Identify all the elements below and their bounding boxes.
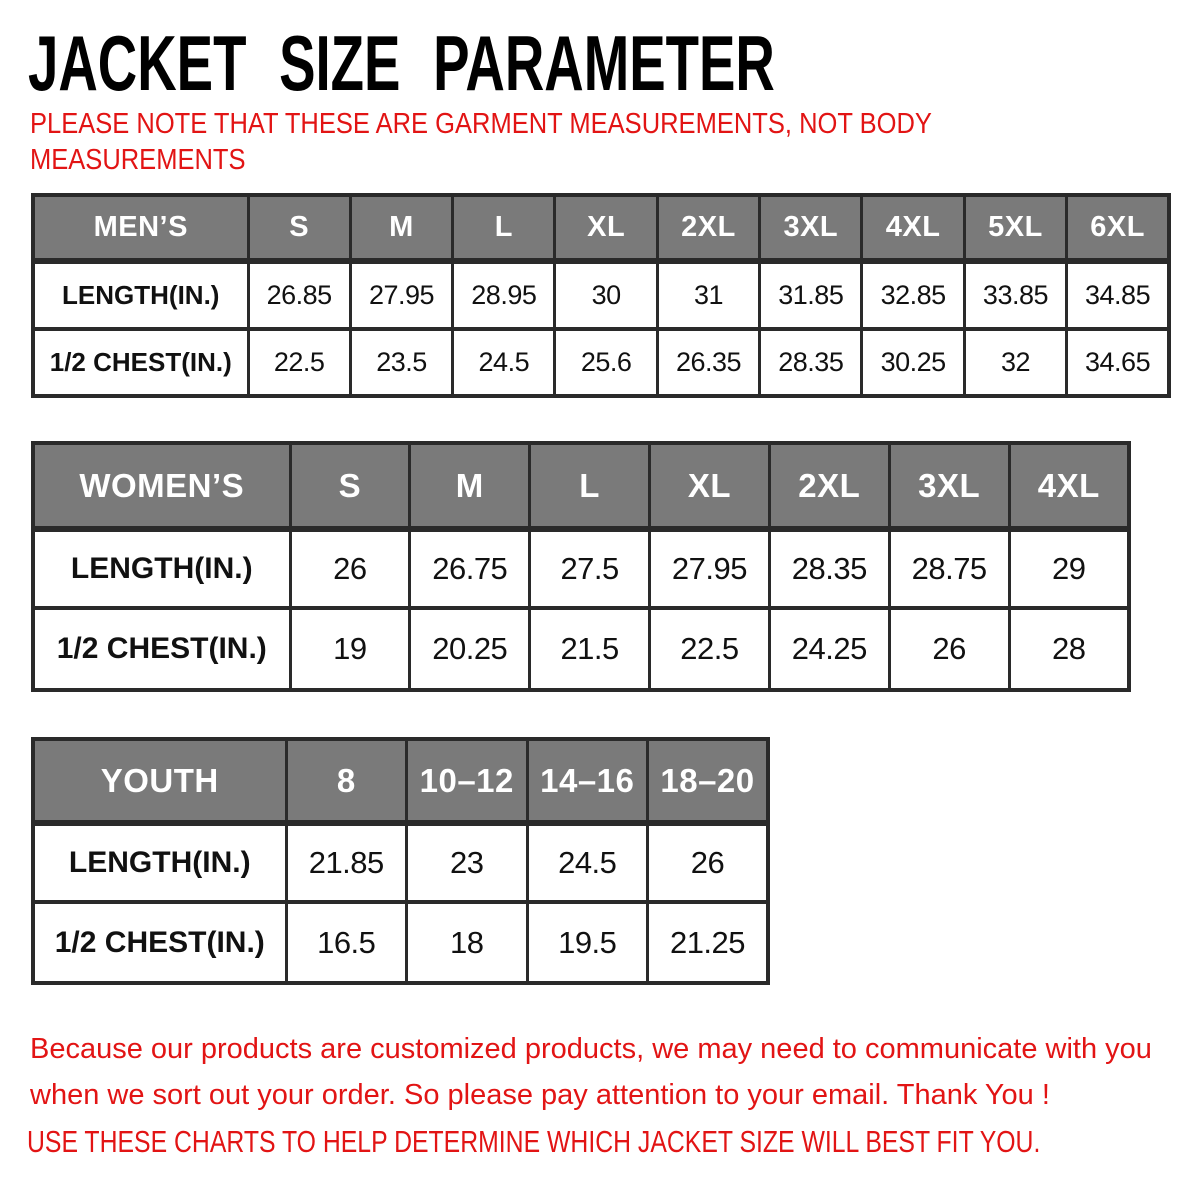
womens-chest-value: 21.5 [530,608,650,690]
youth-length-value: 23 [407,823,528,902]
youth-length-label: LENGTH(IN.) [33,823,286,902]
page-title: JACKET SIZE PARAMETER [28,19,775,107]
mens-chest-value: 32 [964,329,1066,396]
womens-length-value: 27.95 [650,529,770,608]
note-line-2: MEASUREMENTS [30,144,246,176]
mens-size-header: 6XL [1067,195,1169,261]
womens-chest-value: 24.25 [769,608,889,690]
mens-chest-row [33,329,1169,396]
womens-size-header: XL [650,443,770,529]
mens-chest-value: 34.65 [1067,329,1169,396]
womens-length-value: 28.75 [889,529,1009,608]
youth-chest-value: 19.5 [527,902,648,983]
youth-size-header: 8 [286,739,407,823]
mens-length-value: 32.85 [862,261,964,329]
mens-length-value: 28.95 [453,261,555,329]
mens-length-value: 27.95 [350,261,452,329]
womens-chest-row [33,608,1129,690]
mens-length-value: 31 [657,261,759,329]
womens-size-header: L [530,443,650,529]
note-line-1: PLEASE NOTE THAT THESE ARE GARMENT MEASUREMENTS, NOT BODY [30,108,932,140]
mens-length-value: 26.85 [248,261,350,329]
mens-size-header: S [248,195,350,261]
mens-size-header: 2XL [657,195,759,261]
mens-chest-value: 26.35 [657,329,759,396]
mens-size-header: 3XL [760,195,862,261]
womens-chest-value: 28 [1009,608,1129,690]
mens-chest-value: 24.5 [453,329,555,396]
mens-length-value: 30 [555,261,657,329]
womens-table-label: WOMEN’S [33,443,290,529]
womens-size-table [31,441,1131,692]
youth-size-header: 14–16 [527,739,648,823]
mens-table-label: MEN’S [33,195,248,261]
womens-chest-value: 20.25 [410,608,530,690]
womens-length-value: 26 [290,529,410,608]
mens-size-table [31,193,1171,398]
youth-table-label: YOUTH [33,739,286,823]
garment-measurement-note [30,106,932,178]
womens-chest-value: 26 [889,608,1009,690]
womens-size-header: S [290,443,410,529]
mens-length-value: 34.85 [1067,261,1169,329]
youth-size-header: 10–12 [407,739,528,823]
youth-length-value: 21.85 [286,823,407,902]
womens-length-value: 29 [1009,529,1129,608]
womens-size-header: M [410,443,530,529]
notice-line-1: Because our products are customized products, we may need to communicate with you [30,1033,1152,1065]
womens-chest-value: 19 [290,608,410,690]
womens-size-header: 2XL [769,443,889,529]
womens-size-header: 4XL [1009,443,1129,529]
youth-size-header: 18–20 [648,739,769,823]
womens-length-row [33,529,1129,608]
mens-size-header: 4XL [862,195,964,261]
womens-chest-value: 22.5 [650,608,770,690]
mens-chest-value: 30.25 [862,329,964,396]
mens-chest-value: 28.35 [760,329,862,396]
youth-chest-value: 16.5 [286,902,407,983]
youth-length-value: 26 [648,823,769,902]
mens-length-value: 33.85 [964,261,1066,329]
mens-length-value: 31.85 [760,261,862,329]
mens-chest-label: 1/2 CHEST(IN.) [33,329,248,396]
womens-length-value: 27.5 [530,529,650,608]
womens-length-label: LENGTH(IN.) [33,529,290,608]
youth-chest-label: 1/2 CHEST(IN.) [33,902,286,983]
youth-chest-value: 18 [407,902,528,983]
chart-usage-note: USE THESE CHARTS TO HELP DETERMINE WHICH JACKET SIZE WILL BEST FIT YOU. [27,1124,1041,1159]
youth-size-table [31,737,770,985]
mens-size-header: XL [555,195,657,261]
youth-chest-value: 21.25 [648,902,769,983]
mens-size-header: 5XL [964,195,1066,261]
mens-chest-value: 23.5 [350,329,452,396]
mens-size-header: L [453,195,555,261]
womens-chest-label: 1/2 CHEST(IN.) [33,608,290,690]
womens-length-value: 28.35 [769,529,889,608]
womens-size-header: 3XL [889,443,1009,529]
mens-length-row [33,261,1169,329]
mens-chest-value: 22.5 [248,329,350,396]
womens-length-value: 26.75 [410,529,530,608]
youth-length-row [33,823,768,902]
mens-chest-value: 25.6 [555,329,657,396]
mens-length-label: LENGTH(IN.) [33,261,248,329]
notice-line-2: when we sort out your order. So please pay attention to your email. Thank You ! [30,1079,1050,1111]
mens-header-row [33,195,1169,261]
youth-chest-row [33,902,768,983]
youth-header-row [33,739,768,823]
customization-notice [30,1026,1152,1118]
mens-size-header: M [350,195,452,261]
womens-header-row [33,443,1129,529]
youth-length-value: 24.5 [527,823,648,902]
